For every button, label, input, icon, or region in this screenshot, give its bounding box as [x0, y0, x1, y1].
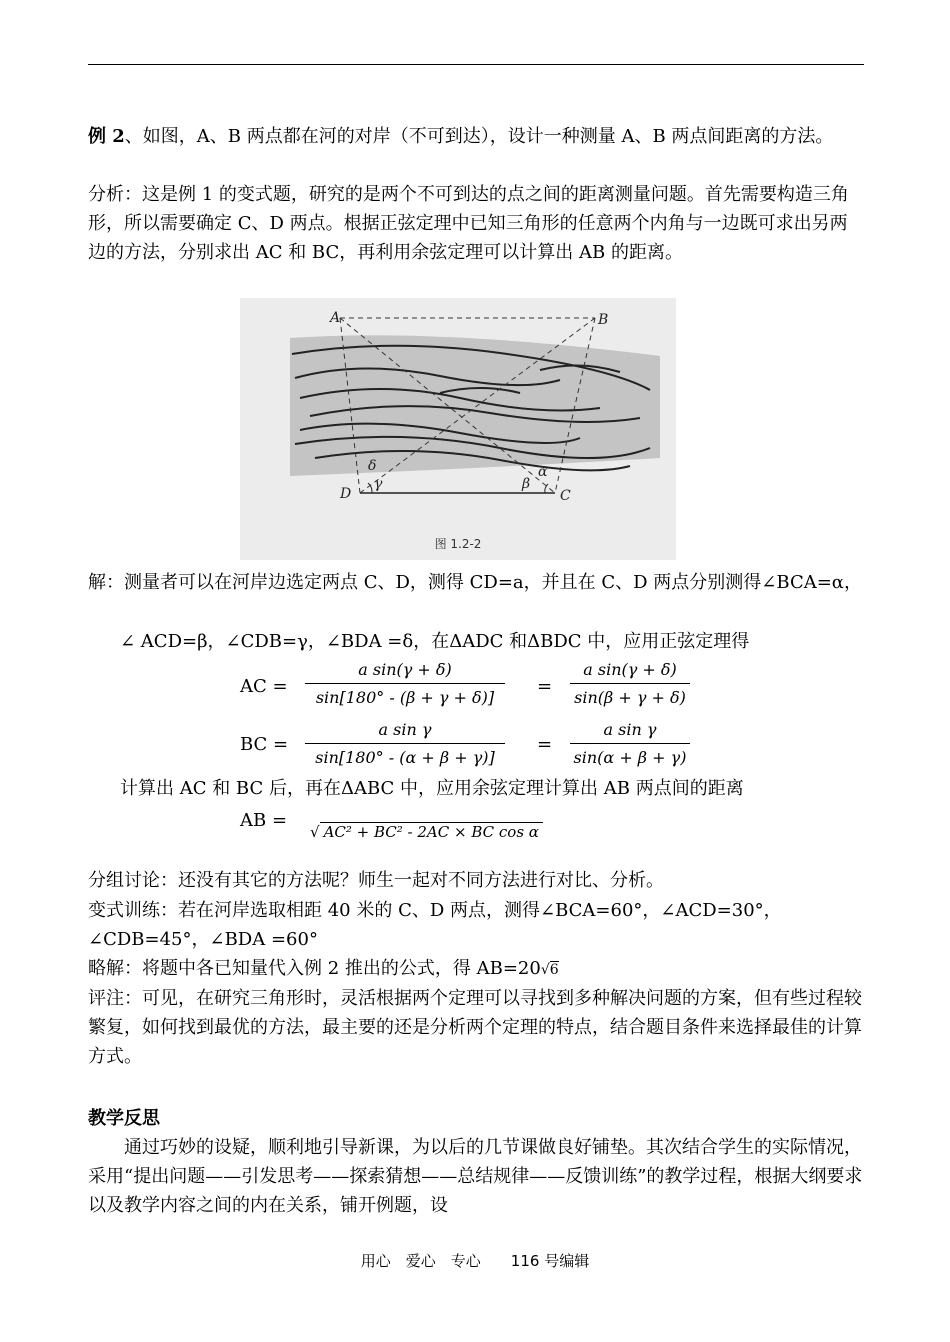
ab-label: AB =: [240, 810, 288, 831]
ac-fraction-1: [305, 660, 505, 707]
solution-line3: 计算出 AC 和 BC 后，再在ΔABC 中，应用余弦定理计算出 AB 两点间的距离: [120, 778, 744, 799]
brief-text: 略解：将题中各已知量代入例 2 推出的公式，得 AB=20: [88, 958, 541, 979]
bc-denominator-2: sin(α + β + γ): [573, 748, 687, 767]
ab-formula: [310, 820, 543, 844]
ac-label: AC =: [240, 676, 288, 697]
reflection-title: 教学反思: [88, 1108, 160, 1129]
sqrt-six: √6: [540, 962, 559, 978]
bc-equals: =: [537, 734, 553, 755]
comment-paragraph: 评注：可见，在研究三角形时，灵活根据两个定理可以寻找到多种解决问题的方案，但有些过程较繁复，如何找到最优的方法，最主要的还是分析两个定理的特点，结合题目条件来选择最佳的计算方式。: [88, 988, 862, 1067]
figure-caption: 图 1.2-2: [434, 537, 482, 551]
label-B: B: [598, 312, 609, 328]
ac-numerator-1: a sin(γ + δ): [305, 660, 505, 684]
ab-radicand: AC² + BC² - 2AC × BC cos α: [320, 822, 543, 841]
label-gamma: γ: [374, 476, 383, 492]
ac-denominator-1: sin[180° - (β + γ + δ)]: [315, 688, 495, 707]
river-diagram: [240, 298, 676, 560]
bc-numerator-2: a sin γ: [570, 720, 690, 744]
label-D: D: [340, 486, 352, 502]
solution-line1: 解：测量者可以在河岸边选定两点 C、D，测得 CD=a，并且在 C、D 两点分别测得∠BCA=α，: [88, 572, 862, 593]
bc-denominator-1: sin[180° - (α + β + γ)]: [315, 748, 495, 767]
bc-fraction-1: [305, 720, 505, 767]
variant-paragraph: 变式训练：若在河岸选取相距 40 米的 C、D 两点，测得∠BCA=60°，∠ACD=30°，∠CDB=45°，∠BDA =60°: [88, 900, 782, 950]
label-C: C: [560, 488, 571, 504]
brief-solution: [88, 954, 864, 985]
ac-denominator-2: sin(β + γ + δ): [574, 688, 686, 707]
bc-fraction-2: [570, 720, 690, 767]
label-alpha: α: [538, 464, 548, 480]
river-figure: [240, 298, 676, 560]
bc-label: BC =: [240, 734, 289, 755]
bc-numerator-1: a sin γ: [305, 720, 505, 744]
label-A: A: [330, 310, 341, 326]
sqrt-sign-icon: √: [310, 823, 320, 841]
label-beta: β: [522, 476, 531, 492]
header-rule: [88, 64, 864, 65]
ac-equals: =: [537, 676, 553, 697]
discussion-paragraph: 分组讨论：还没有其它的方法呢？师生一起对不同方法进行对比、分析。: [88, 870, 664, 891]
example-label: 例 2: [88, 126, 125, 147]
page-footer: 用心 爱心 专心 116 号编辑: [360, 1252, 590, 1270]
label-delta: δ: [368, 458, 377, 474]
ac-numerator-2: a sin(γ + δ): [570, 660, 690, 684]
example-paragraph: [88, 122, 864, 151]
solution-line2: ∠ ACD=β，∠CDB=γ，∠BDA =δ，在ΔADC 和ΔBDC 中，应用正弦定理得: [120, 631, 750, 652]
reflection-paragraph: 通过巧妙的设疑，顺利地引导新课，为以后的几节课做良好铺垫。其次结合学生的实际情况，采用“提出问题——引发思考——探索猜想——总结规律——反馈训练”的教学过程，根据大纲要求以及教学内容之间的内在关系，铺开例题，设: [88, 1137, 863, 1216]
analysis-paragraph: 分析：这是例 1 的变式题，研究的是两个不可到达的点之间的距离测量问题。首先需要构造三角形，所以需要确定 C、D 两点。根据正弦定理中已知三角形的任意两个内角与一边既可求出另两边的方法，分别求出 AC 和 BC，再利用余弦定理可以计算出 AB 的距离。: [88, 184, 849, 263]
example-text: 、如图，A、B 两点都在河的对岸（不可到达），设计一种测量 A、B 两点间距离的方法。: [124, 126, 834, 147]
sqrt-six-radicand: 6: [549, 962, 559, 978]
ac-fraction-2: [570, 660, 690, 707]
